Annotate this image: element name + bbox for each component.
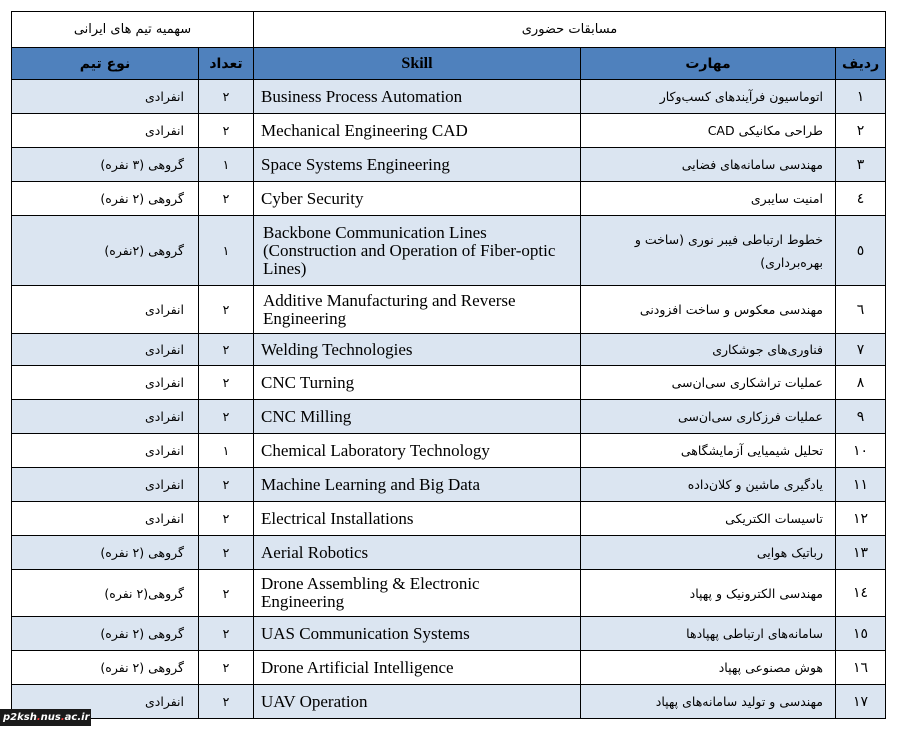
skill-fa-cell: خطوط ارتباطی فیبر نوری (ساخت و بهره‌برداری): [581, 216, 836, 286]
team-type-cell: گروهی (۲ نفره): [12, 182, 199, 216]
skill-fa-cell: عملیات فرزکاری سی‌ان‌سی: [581, 400, 836, 434]
count-cell: ۱: [199, 216, 254, 286]
table-row: [12, 685, 886, 719]
team-type-cell: انفرادی: [12, 685, 199, 719]
skill-en-cell: Aerial Robotics: [254, 536, 581, 570]
skill-fa-cell: عملیات تراشکاری سی‌ان‌سی: [581, 366, 836, 400]
skill-en-cell: CNC Milling: [254, 400, 581, 434]
skill-en-cell: Space Systems Engineering: [254, 148, 581, 182]
row-no-cell: ٥: [836, 216, 886, 286]
row-no-cell: ۱٦: [836, 651, 886, 685]
team-type-cell: گروهی (۳ نفره): [12, 148, 199, 182]
team-type-cell: انفرادی: [12, 114, 199, 148]
row-no-cell: ۱۲: [836, 502, 886, 536]
row-no-cell: ۱۷: [836, 685, 886, 719]
row-no-cell: ۱٥: [836, 617, 886, 651]
skill-fa-cell: مهندسی الکترونیک و پهپاد: [581, 570, 836, 617]
super-header-row: [12, 12, 886, 48]
team-type-cell: گروهی (۲ نفره): [12, 536, 199, 570]
watermark-prefix: p2ksh: [3, 712, 37, 723]
table-row: [12, 114, 886, 148]
skill-en-cell: Cyber Security: [254, 182, 581, 216]
count-cell: ۲: [199, 468, 254, 502]
count-cell: ۲: [199, 536, 254, 570]
table-row: [12, 366, 886, 400]
watermark-dot: .: [60, 712, 65, 723]
table-row: [12, 216, 886, 286]
table-row: [12, 651, 886, 685]
skill-fa-cell: اتوماسیون فرآیندهای کسب‌وکار: [581, 80, 836, 114]
row-no-cell: ۱۱: [836, 468, 886, 502]
team-type-cell: گروهی (۲ نفره): [12, 651, 199, 685]
count-cell: ۲: [199, 286, 254, 334]
skill-en-header: Skill: [254, 48, 581, 80]
row-no-cell: ٤: [836, 182, 886, 216]
skill-en-cell: Drone Assembling & Electronic Engineering: [254, 570, 581, 617]
row-no-cell: ۱۳: [836, 536, 886, 570]
count-cell: ۲: [199, 182, 254, 216]
site-watermark: [0, 709, 91, 726]
skill-fa-cell: مهندسی سامانه‌های فضایی: [581, 148, 836, 182]
team-type-cell: انفرادی: [12, 334, 199, 366]
competition-table: [11, 11, 886, 719]
count-cell: ۲: [199, 651, 254, 685]
count-cell: ۲: [199, 80, 254, 114]
skill-en-cell: Drone Artificial Intelligence: [254, 651, 581, 685]
row-no-header: ردیف: [836, 48, 886, 80]
skill-en-cell: CNC Turning: [254, 366, 581, 400]
team-type-cell: انفرادی: [12, 502, 199, 536]
count-cell: ۲: [199, 334, 254, 366]
team-type-cell: انفرادی: [12, 434, 199, 468]
table-row: [12, 434, 886, 468]
skill-en-cell: Welding Technologies: [254, 334, 581, 366]
team-type-cell: گروهی(۲ نفره): [12, 570, 199, 617]
skill-en-cell: UAS Communication Systems: [254, 617, 581, 651]
table-row: [12, 80, 886, 114]
row-no-cell: ۱٤: [836, 570, 886, 617]
count-cell: ۲: [199, 685, 254, 719]
skill-fa-cell: هوش مصنوعی پهپاد: [581, 651, 836, 685]
team-type-cell: انفرادی: [12, 80, 199, 114]
table-row: [12, 334, 886, 366]
skill-en-cell: Additive Manufacturing and Reverse Engineering: [254, 286, 581, 334]
team-type-cell: انفرادی: [12, 400, 199, 434]
table-row: [12, 570, 886, 617]
count-cell: ۲: [199, 400, 254, 434]
team-type-cell: گروهی (۲نفره): [12, 216, 199, 286]
skill-fa-cell: مهندسی معکوس و ساخت افزودنی: [581, 286, 836, 334]
table-row: [12, 536, 886, 570]
row-no-cell: ٦: [836, 286, 886, 334]
table-row: [12, 468, 886, 502]
row-no-cell: ۳: [836, 148, 886, 182]
count-cell: ۲: [199, 617, 254, 651]
row-no-cell: ۱: [836, 80, 886, 114]
count-cell: ۱: [199, 434, 254, 468]
team-type-cell: انفرادی: [12, 468, 199, 502]
skill-en-cell: Electrical Installations: [254, 502, 581, 536]
team-type-cell: انفرادی: [12, 286, 199, 334]
table-row: [12, 400, 886, 434]
count-cell: ۲: [199, 366, 254, 400]
row-no-cell: ۱۰: [836, 434, 886, 468]
skill-en-cell: Machine Learning and Big Data: [254, 468, 581, 502]
skill-fa-cell: فناوری‌های جوشکاری: [581, 334, 836, 366]
table-row: [12, 617, 886, 651]
skill-fa-cell: یادگیری ماشین و کلان‌داده: [581, 468, 836, 502]
team-type-cell: گروهی (۲ نفره): [12, 617, 199, 651]
table-row: [12, 182, 886, 216]
skill-en-cell: Backbone Communication Lines (Construction and Operation of Fiber-optic Lines): [254, 216, 581, 286]
row-no-cell: ۲: [836, 114, 886, 148]
skill-en-cell: UAV Operation: [254, 685, 581, 719]
table-row: [12, 286, 886, 334]
count-cell: ۲: [199, 502, 254, 536]
skill-fa-cell: تحلیل شیمیایی آزمایشگاهی: [581, 434, 836, 468]
skill-fa-cell: تاسیسات الکتریکی: [581, 502, 836, 536]
count-cell: ۱: [199, 148, 254, 182]
column-header-row: [12, 48, 886, 80]
skill-fa-cell: امنیت سایبری: [581, 182, 836, 216]
in-person-header: مسابقات حضوری: [254, 12, 886, 48]
row-no-cell: ۸: [836, 366, 886, 400]
row-no-cell: ۹: [836, 400, 886, 434]
skill-fa-cell: طراحی مکانیکی CAD: [581, 114, 836, 148]
iran-share-header: سهمیه تیم های ایرانی: [12, 12, 254, 48]
skill-fa-cell: مهندسی و تولید سامانه‌های پهپاد: [581, 685, 836, 719]
row-no-cell: ۷: [836, 334, 886, 366]
count-cell: ۲: [199, 114, 254, 148]
competition-table-container: [11, 11, 885, 719]
watermark-suffix: ac.ir: [64, 712, 90, 723]
team-type-header: نوع تیم: [12, 48, 199, 80]
table-row: [12, 148, 886, 182]
watermark-dot: .: [36, 712, 41, 723]
watermark-mid: nus: [40, 712, 61, 723]
skill-fa-cell: رباتیک هوایی: [581, 536, 836, 570]
skill-fa-header: مهارت: [581, 48, 836, 80]
skill-fa-cell: سامانه‌های ارتباطی پهپادها: [581, 617, 836, 651]
skill-en-cell: Chemical Laboratory Technology: [254, 434, 581, 468]
skill-en-cell: Business Process Automation: [254, 80, 581, 114]
team-type-cell: انفرادی: [12, 366, 199, 400]
count-header: تعداد: [199, 48, 254, 80]
skill-en-cell: Mechanical Engineering CAD: [254, 114, 581, 148]
table-row: [12, 502, 886, 536]
count-cell: ۲: [199, 570, 254, 617]
